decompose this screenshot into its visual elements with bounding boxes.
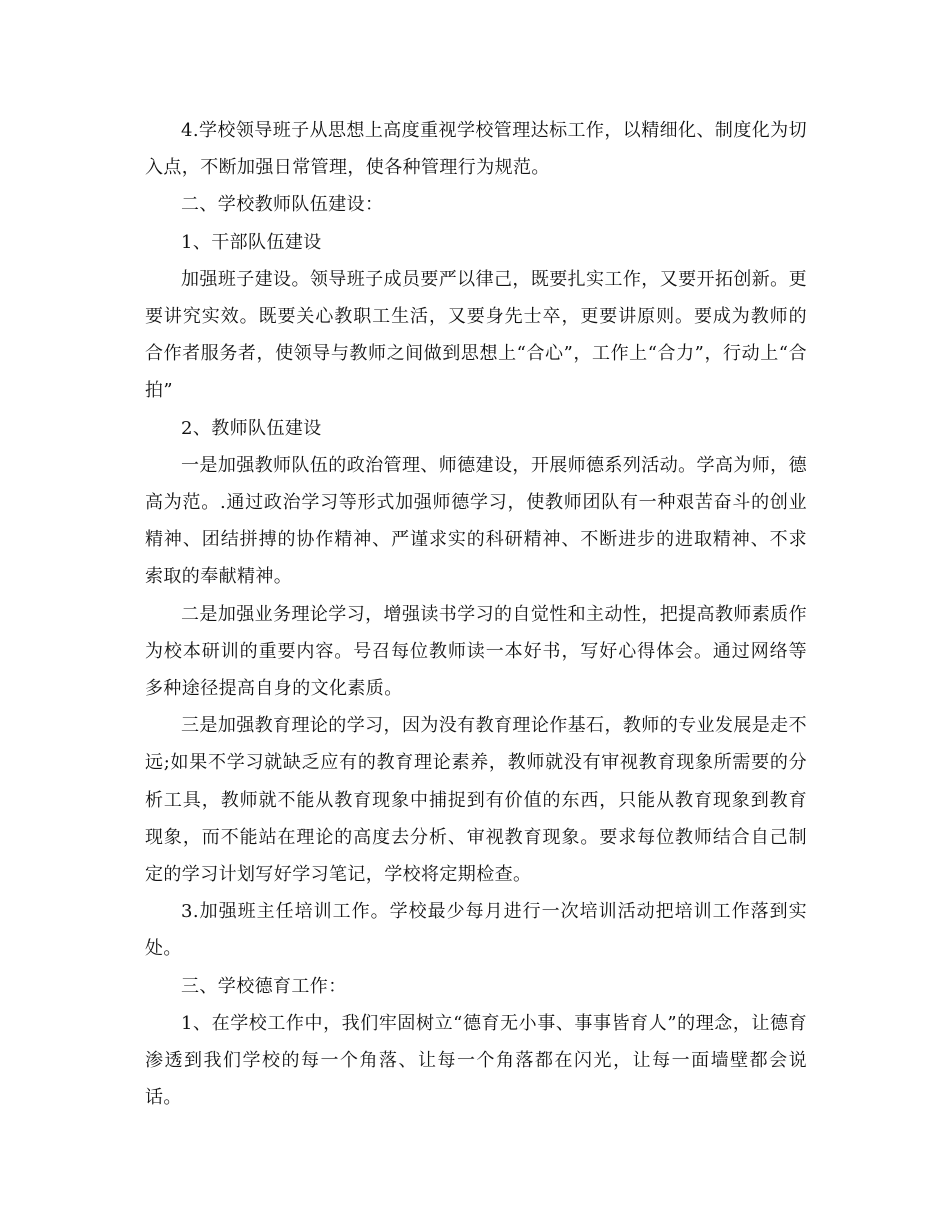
paragraph-moral-education-concept: 1、在学校工作中，我们牢固树立“德育无小事、事事皆育人”的理念，让德育渗透到我们学校的每一个角落、让每一个角落都在闪光，让每一面墙壁都会说话。	[145, 1012, 807, 1109]
subheading-teacher-team: 2、教师队伍建设	[181, 417, 322, 439]
section-heading-teacher-team: 二、学校教师队伍建设：	[181, 194, 384, 216]
paragraph-ethics-building: 一是加强教师队伍的政治管理、师德建设，开展师德系列活动。学高为师，德高为范。.通过政治学习等形式加强师德学习，使教师团队有一种艰苦奋斗的创业精神、团结拼搏的协作精神、严谨求实的科研精神、不断进步的进取精神、不求索取的奉献精神。	[145, 454, 807, 588]
paragraph-head-teacher-training: 3.加强班主任培训工作。学校最少每月进行一次培训活动把培训工作落到实处。	[145, 901, 807, 960]
paragraph-education-theory: 三是加强教育理论的学习，因为没有教育理论作基石，教师的专业发展是走不远;如果不学习就缺乏应有的教育理论素养，教师就没有审视教育现象所需要的分析工具，教师就不能从教育现象中捕捉到有价值的东西，只能从教育现象到教育现象，而不能站在理论的高度去分析、审视教育现象。要求每位教师结合自己制定的学习计划写好学习笔记，学校将定期检查。	[145, 715, 807, 886]
subheading-cadre-team: 1、干部队伍建设	[181, 231, 322, 253]
paragraph-cadre-team: 加强班子建设。领导班子成员要严以律己，既要扎实工作，又要开拓创新。更要讲究实效。既要关心教职工生活，又要身先士卒，更要讲原则。要成为教师的合作者服务者，使领导与教师之间做到思想上“合心”，工作上“合力”，行动上“合拍”	[145, 268, 807, 402]
section-heading-moral-education: 三、学校德育工作：	[181, 975, 347, 997]
document-body	[145, 112, 807, 1116]
paragraph-school-leadership: 4.学校领导班子从思想上高度重视学校管理达标工作，以精细化、制度化为切入点，不断加强日常管理，使各种管理行为规范。	[145, 120, 807, 179]
paragraph-business-study: 二是加强业务理论学习，增强读书学习的自觉性和主动性，把提高教师素质作为校本研训的重要内容。号召每位教师读一本好书，写好心得体会。通过网络等多种途径提高自身的文化素质。	[145, 603, 807, 700]
